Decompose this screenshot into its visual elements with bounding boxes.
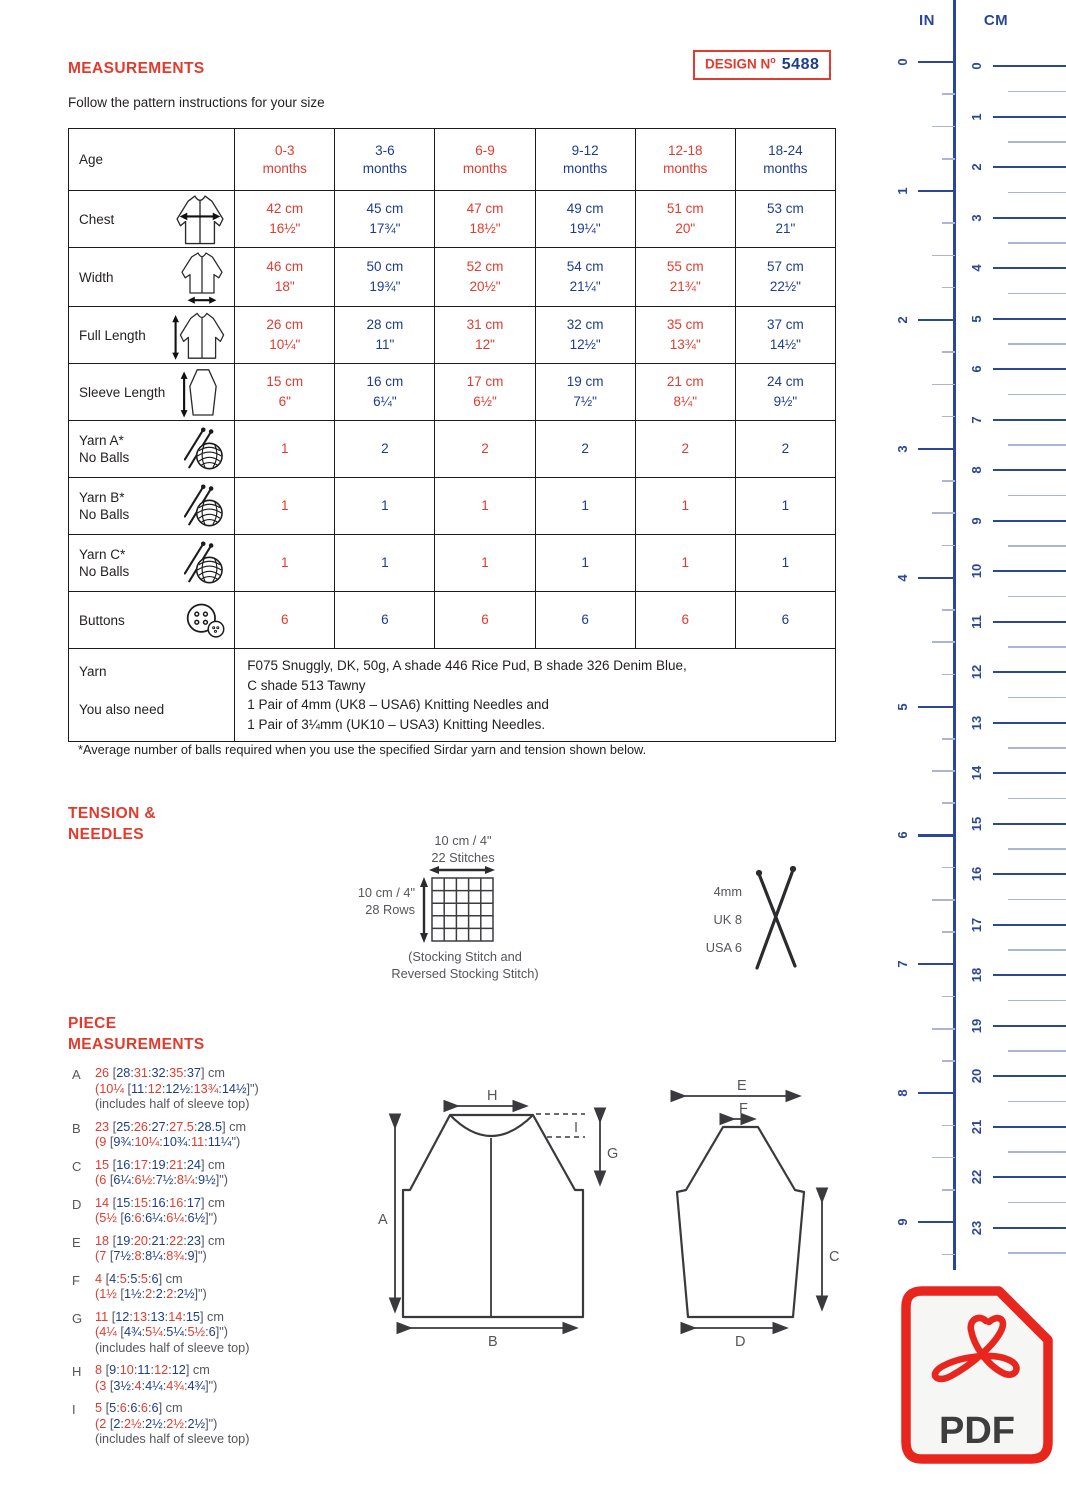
piece-note: (includes half of sleeve top) <box>95 1432 250 1446</box>
value-cell: 1 <box>635 535 735 592</box>
ruler-cm-tick <box>993 873 1066 875</box>
ruler-in-quarter-tick <box>942 416 955 418</box>
ruler-cm-half-tick <box>1008 747 1066 749</box>
size-column-header: 0-3 months <box>235 129 335 191</box>
design-number-box <box>693 50 831 80</box>
value-cell: 24 cm 9½" <box>735 364 835 421</box>
piece-measurement-item <box>72 1234 342 1265</box>
ruler-in-quarter-tick <box>942 802 955 804</box>
table-header-row <box>69 129 836 191</box>
piece-values: 18 [19:20:21:22:23] cm (7 [7½:8:8¼:8¾:9]") <box>95 1233 225 1263</box>
piece-values: 4 [4:5:5:5:6] cm (1½ [1½:2:2:2:2½]") <box>95 1271 207 1301</box>
sweater-width-icon <box>178 248 226 306</box>
ruler-in-half-tick <box>932 770 955 772</box>
ruler-cm-number: 0 <box>969 62 984 70</box>
ruler-cm-half-tick <box>1008 495 1066 497</box>
ruler-cm-half-tick <box>1008 293 1066 295</box>
ruler-cm-half-tick <box>1008 192 1066 194</box>
ruler-cm-tick <box>993 1025 1066 1027</box>
value-cell: 57 cm 22½" <box>735 248 835 307</box>
ruler-in-half-tick <box>932 1028 955 1030</box>
ruler-in-tick <box>918 1092 955 1094</box>
table-row <box>69 478 836 535</box>
piece-letter: I <box>72 1402 76 1417</box>
svg-text:A: A <box>378 1212 388 1228</box>
ruler-cm-tick <box>993 974 1066 976</box>
value-cell: 1 <box>435 478 535 535</box>
piece-values: 8 [9:10:11:12:12] cm (3 [3½:4:4¼:4¾:4¾]") <box>95 1363 218 1393</box>
ruler-cm-number: 5 <box>969 314 984 323</box>
svg-text:F: F <box>739 1101 748 1117</box>
ruler-cm-tick <box>993 924 1066 926</box>
piece-values: 23 [25:26:27:27.5:28.5] cm (9 [9¾:10¼:10¾:11:11¼") <box>95 1119 247 1149</box>
piece-letter: B <box>72 1120 81 1136</box>
ruler-in-number: 8 <box>895 1089 910 1097</box>
ruler-cm-number: 14 <box>969 766 984 781</box>
value-cell: 51 cm 20" <box>635 191 735 248</box>
ruler-in-number: 7 <box>895 960 910 968</box>
piece-measurement-item <box>72 1066 342 1113</box>
value-cell: 31 cm 12" <box>435 307 535 364</box>
piece-measurement-item <box>72 1158 342 1189</box>
ruler-in-quarter-tick <box>942 996 955 998</box>
ruler-divider-line <box>953 0 956 1270</box>
sleeve-piece-outline <box>677 1127 804 1317</box>
value-cell: 55 cm 21¾" <box>635 248 735 307</box>
table-row <box>69 364 836 421</box>
svg-text:B: B <box>488 1334 498 1350</box>
piece-values: 15 [16:17:19:21:24] cm (6 [6¼:6½:7½:8¼:9½]") <box>95 1157 228 1187</box>
ruler-in-quarter-tick <box>942 1060 955 1062</box>
button-icon <box>184 600 226 640</box>
ruler-cm-number: 21 <box>969 1119 984 1135</box>
svg-text:C: C <box>829 1249 840 1265</box>
value-cell: 53 cm 21" <box>735 191 835 248</box>
schematic-diagram <box>368 1076 854 1362</box>
size-column-header: 9-12 months <box>535 129 635 191</box>
ruler-cm-tick <box>993 419 1066 421</box>
ruler-in-tick <box>918 190 955 192</box>
ruler-cm-number: 10 <box>969 563 984 579</box>
ruler-in-quarter-tick <box>942 480 955 482</box>
ruler-in-quarter-tick <box>942 158 955 160</box>
size-column-header: 3-6 months <box>335 129 435 191</box>
ruler-in-number: 0 <box>895 58 910 66</box>
ruler-cm-half-tick <box>1008 1050 1066 1052</box>
ruler-cm-half-tick <box>1008 242 1066 244</box>
ruler-cm-half-tick <box>1008 1202 1066 1204</box>
ruler-cm-tick <box>993 1227 1066 1229</box>
ruler-cm-half-tick <box>1008 798 1066 800</box>
ruler-cm-tick <box>993 671 1066 673</box>
piece-letter: G <box>72 1310 83 1326</box>
row-label-cell: Full Length <box>69 307 235 364</box>
ruler-cm-half-tick <box>1008 444 1066 446</box>
tension-caption: (Stocking Stitch and Reversed Stocking Stitch) <box>391 949 539 981</box>
ruler-cm-tick <box>993 65 1066 67</box>
ruler-cm-half-tick <box>1008 343 1066 345</box>
value-cell: 1 <box>335 478 435 535</box>
design-number: 5488 <box>781 55 820 73</box>
ruler-cm-tick <box>993 166 1066 168</box>
yarn-ball-icon <box>184 540 226 586</box>
ruler-in-quarter-tick <box>942 867 955 869</box>
ruler-cm-number: 19 <box>969 1018 984 1034</box>
ruler-in-quarter-tick <box>942 93 955 95</box>
ruler-in-quarter-tick <box>942 931 955 933</box>
ruler-cm-half-tick <box>1008 91 1066 93</box>
piece-measurements-heading: PIECE MEASUREMENTS <box>68 1015 205 1053</box>
value-cell: 2 <box>635 421 735 478</box>
yarn-info-text-cell: F075 Snuggly, DK, 50g, A shade 446 Rice Pud, B shade 326 Denim Blue, C shade 513 Tawny 1 Pair of 4mm (UK8 – USA6) Knitting Needles and 1 Pair of 3¼mm (UK10 – USA3) Knitting Needles. <box>235 649 836 742</box>
pdf-download-button[interactable] <box>901 1286 1053 1469</box>
ruler-in-half-tick <box>932 384 955 386</box>
value-cell: 21 cm 8¼" <box>635 364 735 421</box>
ruler-in-quarter-tick <box>942 1125 955 1127</box>
sweater-length-icon <box>170 307 226 363</box>
value-cell: 6 <box>335 592 435 649</box>
tension-swatch-grid-icon <box>431 877 495 943</box>
ruler-in-quarter-tick <box>942 545 955 547</box>
ruler-cm-half-tick <box>1008 899 1066 901</box>
row-label-cell: Buttons <box>69 592 235 649</box>
row-label-cell: Yarn B* No Balls <box>69 478 235 535</box>
ruler-in-tick <box>918 834 955 836</box>
ruler-in-tick <box>918 319 955 321</box>
value-cell: 2 <box>335 421 435 478</box>
ruler-in-header: IN <box>919 12 935 29</box>
ruler-cm-half-tick <box>1008 1000 1066 1002</box>
table-row <box>69 421 836 478</box>
ruler-cm-tick <box>993 722 1066 724</box>
ruler-in-quarter-tick <box>942 1254 955 1256</box>
ruler-in-half-tick <box>932 899 955 901</box>
tension-top-labels: 10 cm / 4" 22 Stitches <box>431 833 495 865</box>
ruler-in-quarter-tick <box>942 287 955 289</box>
row-label-cell: Sleeve Length <box>69 364 235 421</box>
row-label-cell: Chest <box>69 191 235 248</box>
ruler-in-half-tick <box>932 641 955 643</box>
ruler-cm-tick <box>993 823 1066 825</box>
piece-letter: E <box>72 1234 81 1250</box>
ruler-in-number: 9 <box>895 1218 910 1226</box>
value-cell: 49 cm 19¼" <box>535 191 635 248</box>
sweater-chest-icon <box>174 191 226 247</box>
ruler-cm-half-tick <box>1008 848 1066 850</box>
ruler-cm-number: 15 <box>969 816 984 832</box>
ruler-cm-tick <box>993 217 1066 219</box>
piece-letter: D <box>72 1196 82 1212</box>
value-cell: 37 cm 14½" <box>735 307 835 364</box>
value-cell: 1 <box>535 535 635 592</box>
table-row <box>69 307 836 364</box>
value-cell: 15 cm 6" <box>235 364 335 421</box>
value-cell: 50 cm 19¾" <box>335 248 435 307</box>
ruler-cm-tick <box>993 520 1066 522</box>
value-cell: 46 cm 18" <box>235 248 335 307</box>
table-row <box>69 191 836 248</box>
value-cell: 1 <box>535 478 635 535</box>
row-label-cell: Yarn C* No Balls <box>69 535 235 592</box>
ruler-cm-tick <box>993 570 1066 572</box>
ruler-cm-number: 13 <box>969 715 984 730</box>
piece-values: 5 [5:6:6:6:6] cm (2 [2:2½:2½:2½:2½]") (includes half of sleeve top) <box>95 1401 342 1448</box>
value-cell: 52 cm 20½" <box>435 248 535 307</box>
design-label-sup: o <box>770 55 776 65</box>
age-header-cell: Age <box>69 129 235 191</box>
ruler-cm-tick <box>993 1126 1066 1128</box>
ruler-cm-number: 1 <box>969 112 984 121</box>
yarn-info-label-cell: Yarn You also need <box>69 649 235 742</box>
svg-text:D: D <box>735 1334 746 1350</box>
yarn-ball-icon <box>184 483 226 529</box>
value-cell: 6 <box>535 592 635 649</box>
piece-measurement-item <box>72 1401 342 1448</box>
value-cell: 1 <box>735 478 835 535</box>
yarn-ball-icon <box>184 426 226 472</box>
ruler-cm-tick <box>993 267 1066 269</box>
piece-values: 14 [15:15:16:16:17] cm (5½ [6:6:6¼:6¼:6½]") <box>95 1195 225 1225</box>
ruler-cm-half-tick <box>1008 1252 1066 1254</box>
piece-note: (includes half of sleeve top) <box>95 1097 250 1111</box>
ruler-in-quarter-tick <box>942 351 955 353</box>
value-cell: 16 cm 6¼" <box>335 364 435 421</box>
value-cell: 6 <box>635 592 735 649</box>
ruler-in-half-tick <box>932 1157 955 1159</box>
ruler-cm-half-tick <box>1008 646 1066 648</box>
row-label-cell: Width <box>69 248 235 307</box>
footnote: *Average number of balls required when you use the specified Sirdar yarn and tension shown below. <box>78 742 647 757</box>
measurements-heading: MEASUREMENTS <box>68 60 205 77</box>
ruler-cm-tick <box>993 1176 1066 1178</box>
value-cell: 1 <box>235 535 335 592</box>
ruler-cm-number: 11 <box>969 614 984 629</box>
ruler-cm-half-tick <box>1008 949 1066 951</box>
ruler-cm-tick <box>993 318 1066 320</box>
value-cell: 17 cm 6½" <box>435 364 535 421</box>
yarn-info-row <box>69 649 836 742</box>
piece-measurement-item <box>72 1196 342 1227</box>
ruler-in-number: 3 <box>895 445 910 453</box>
ruler-cm-tick <box>993 621 1066 623</box>
value-cell: 42 cm 16½" <box>235 191 335 248</box>
ruler-cm-number: 16 <box>969 867 984 882</box>
row-label-cell: Yarn A* No Balls <box>69 421 235 478</box>
ruler-in-number: 6 <box>895 831 910 840</box>
sleeve-length-icon <box>180 364 226 420</box>
value-cell: 45 cm 17¾" <box>335 191 435 248</box>
ruler-cm-half-tick <box>1008 1101 1066 1103</box>
ruler-in-quarter-tick <box>942 609 955 611</box>
ruler-in-tick <box>918 1221 955 1223</box>
measurements-subheading: Follow the pattern instructions for your size <box>68 95 325 110</box>
value-cell: 1 <box>435 535 535 592</box>
ruler-cm-tick <box>993 469 1066 471</box>
piece-measurement-item <box>72 1310 342 1357</box>
value-cell: 2 <box>435 421 535 478</box>
stitches-arrow-icon <box>428 864 496 876</box>
ruler-in-quarter-tick <box>942 738 955 740</box>
ruler-in-tick <box>918 706 955 708</box>
piece-note: (includes half of sleeve top) <box>95 1340 250 1355</box>
design-label: DESIGN N <box>705 56 771 72</box>
ruler-cm-number: 4 <box>969 264 984 272</box>
ruler-cm-tick <box>993 368 1066 370</box>
ruler-cm-header: CM <box>983 12 1009 29</box>
ruler-in-half-tick <box>932 126 955 128</box>
value-cell: 26 cm 10¼" <box>235 307 335 364</box>
ruler-cm-half-tick <box>1008 697 1066 699</box>
piece-letter: F <box>72 1272 80 1288</box>
measurements-table <box>68 128 836 742</box>
value-cell: 35 cm 13¾" <box>635 307 735 364</box>
piece-letter: H <box>72 1364 82 1379</box>
ruler-cm-number: 3 <box>969 213 984 222</box>
ruler-in-number: 1 <box>895 187 910 195</box>
value-cell: 2 <box>535 421 635 478</box>
ruler-in-tick <box>918 61 955 63</box>
ruler-cm-half-tick <box>1008 1151 1066 1153</box>
value-cell: 6 <box>235 592 335 649</box>
ruler-in-tick <box>918 577 955 579</box>
value-cell: 32 cm 12½" <box>535 307 635 364</box>
piece-letter: C <box>72 1158 82 1174</box>
svg-text:I: I <box>574 1120 579 1136</box>
tension-left-labels: 10 cm / 4" 28 Rows <box>357 885 415 917</box>
ruler-cm-number: 23 <box>969 1220 984 1236</box>
piece-measurement-item <box>72 1272 342 1303</box>
ruler-cm-number: 22 <box>969 1170 984 1185</box>
size-column-header: 6-9 months <box>435 129 535 191</box>
ruler-in-quarter-tick <box>942 674 955 676</box>
table-row <box>69 592 836 649</box>
svg-text:G: G <box>607 1146 619 1162</box>
svg-text:E: E <box>737 1078 747 1094</box>
value-cell: 28 cm 11" <box>335 307 435 364</box>
ruler-cm-number: 2 <box>969 163 984 171</box>
ruler-in-quarter-tick <box>942 222 955 224</box>
piece-values: 26 [28:31:32:35:37] cm (10¼ [11:12:12½:13¾:14½]") (includes half of sleeve top) <box>95 1066 342 1113</box>
value-cell: 6 <box>435 592 535 649</box>
ruler-cm-number: 9 <box>969 517 984 525</box>
ruler-in-half-tick <box>932 255 955 257</box>
ruler-cm-tick <box>993 772 1066 774</box>
ruler-cm-number: 17 <box>969 917 984 933</box>
pdf-file-icon[interactable] <box>901 1286 1053 1464</box>
tension-heading: TENSION & NEEDLES <box>68 805 156 843</box>
ruler-in-tick <box>918 448 955 450</box>
ruler-in-number: 5 <box>895 702 910 711</box>
ruler-cm-number: 7 <box>969 416 984 424</box>
value-cell: 1 <box>735 535 835 592</box>
value-cell: 54 cm 21¼" <box>535 248 635 307</box>
rows-arrow-icon <box>418 876 430 944</box>
piece-measurement-item <box>72 1120 342 1151</box>
table-row <box>69 248 836 307</box>
ruler-cm-number: 12 <box>969 665 984 680</box>
ruler-in-number: 2 <box>895 316 910 324</box>
body-piece-outline <box>403 1115 583 1317</box>
pdf-label: PDF <box>939 1410 1015 1452</box>
ruler-cm-tick <box>993 1075 1066 1077</box>
ruler-in-quarter-tick <box>942 1189 955 1191</box>
value-cell: 47 cm 18½" <box>435 191 535 248</box>
ruler-in-tick <box>918 963 955 965</box>
ruler-in-half-tick <box>932 512 955 514</box>
ruler-cm-number: 18 <box>969 968 984 983</box>
value-cell: 1 <box>235 421 335 478</box>
ruler-cm-tick <box>993 116 1066 118</box>
value-cell: 1 <box>235 478 335 535</box>
ruler-cm-half-tick <box>1008 394 1066 396</box>
body-piece-arrows <box>395 1106 600 1328</box>
ruler-cm-half-tick <box>1008 596 1066 598</box>
svg-text:H: H <box>487 1088 498 1104</box>
piece-values: 11 [12:13:13:14:15] cm (4¼ [4¾:5¼:5¼:5½:6]") (includes half of sleeve top) <box>95 1310 342 1357</box>
value-cell: 19 cm 7½" <box>535 364 635 421</box>
value-cell: 1 <box>635 478 735 535</box>
piece-measurement-item <box>72 1363 342 1394</box>
value-cell: 1 <box>335 535 435 592</box>
ruler-cm-half-tick <box>1008 545 1066 547</box>
ruler-cm-number: 6 <box>969 365 984 373</box>
value-cell: 2 <box>735 421 835 478</box>
ruler-in-number: 4 <box>895 573 910 582</box>
value-cell: 6 <box>735 592 835 649</box>
needle-size-labels: 4mm UK 8 USA 6 <box>705 884 742 955</box>
ruler-cm-half-tick <box>1008 141 1066 143</box>
knitting-needles-icon <box>748 860 808 974</box>
piece-letter: A <box>72 1067 81 1082</box>
piece-measurements-list <box>72 1066 342 1455</box>
ruler-cm-number: 20 <box>969 1069 984 1084</box>
table-row <box>69 535 836 592</box>
size-column-header: 12-18 months <box>635 129 735 191</box>
size-column-header: 18-24 months <box>735 129 835 191</box>
ruler-cm-number: 8 <box>969 466 984 474</box>
